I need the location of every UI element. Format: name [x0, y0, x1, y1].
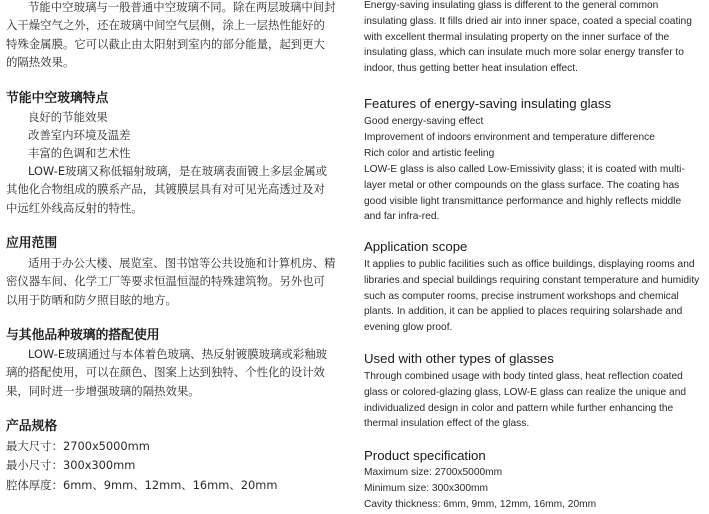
en-feature-item: Rich color and artistic feeling [364, 148, 495, 159]
zh-spec-heading: 产品规格 [6, 419, 58, 434]
zh-intro-paragraph: 节能中空玻璃与一般普通中空玻璃不同。除在两层玻璃中间封入干燥空气之外，还在玻璃中间空气层侧，涂上一层热性能好的特殊金属膜。它可以截止由太阳射到室内的部分能量，起到更大的隔热效果。 [6, 0, 336, 69]
zh-spec-max: 最大尺寸：2700x5000mm [6, 439, 150, 453]
en-combo-heading: Used with other types of glasses [364, 351, 554, 366]
en-application-text: It applies to public facilities such as office buildings, displaying rooms and libraries and special buildings requiring constant temperature and humidity such as computer rooms, precise instrument workshops and chemical plants. In addition, it can be applied to places requiring solarshade and evening glow proof. [364, 259, 700, 334]
zh-lowe-description: LOW-E玻璃又称低辐射玻璃，是在玻璃表面镀上多层金属或其他化合物组成的膜系产品，其镀膜层具有对可见光高透过及对中远红外线高反射的特性。 [6, 164, 327, 215]
zh-spec-min: 最小尺寸：300x300mm [6, 458, 136, 472]
en-spec-thickness: Cavity thickness: 6mm, 9mm, 12mm, 16mm, 20mm [364, 499, 597, 510]
zh-feature-item: 良好的节能效果 [28, 110, 108, 124]
zh-feature-item: 改善室内环境及温差 [28, 128, 131, 142]
zh-combo-text: LOW-E玻璃通过与本体着色玻璃、热反射镀膜玻璃或彩釉玻璃的搭配使用，可以在颜色、图案上达到独特、个性化的设计效果，同时进一步增强玻璃的隔热效果。 [6, 347, 327, 398]
en-lowe-description: LOW-E glass is also called Low-Emissivity glass; it is coated with multi-layer metal or other compounds on the glass surface. The coating has good visible light transmittance performance and highly reflects middle and far infra-red. [364, 164, 685, 223]
zh-application-text: 适用于办公大楼、展览室、图书馆等公共设施和计算机房、精密仪器车间、化学工厂等要求恒温恒湿的特殊建筑物。另外也可以用于防晒和防夕照目眩的地方。 [6, 256, 336, 307]
zh-feature-item: 丰富的色调和艺术性 [28, 146, 131, 160]
en-feature-item: Improvement of indoors environment and temperature difference [364, 132, 655, 143]
zh-spec-thickness: 腔体厚度：6mm、9mm、12mm、16mm、20mm [6, 478, 278, 492]
en-intro-paragraph: Energy-saving insulating glass is different to the general common insulating glass. It fills dried air into inner space, coated a special coating with excellent thermal insulating property on the inner surface of the insulating glass, which can insulate much more solar energy transfer to indoor, thus getting better heat insulation effect. [364, 0, 692, 75]
en-spec-heading: Product specification [364, 448, 486, 463]
en-features-heading: Features of energy-saving insulating glass [364, 96, 612, 111]
zh-application-heading: 应用范围 [6, 236, 58, 251]
en-combo-text: Through combined usage with body tinted glass, heat reflection coated glass or colored-glazing glass, LOW-E glass can realize the unique and individualized design in color and pattern while further enhancing the thermal insulation effect of the glass. [364, 371, 687, 430]
en-feature-item: Good energy-saving effect [364, 116, 484, 127]
en-application-heading: Application scope [364, 239, 468, 254]
zh-features-heading: 节能中空玻璃特点 [6, 91, 109, 106]
zh-combo-heading: 与其他品种玻璃的搭配使用 [6, 328, 160, 343]
en-spec-max: Maximum size: 2700x5000mm [364, 467, 503, 478]
en-spec-min: Minimum size: 300x300mm [364, 483, 488, 494]
